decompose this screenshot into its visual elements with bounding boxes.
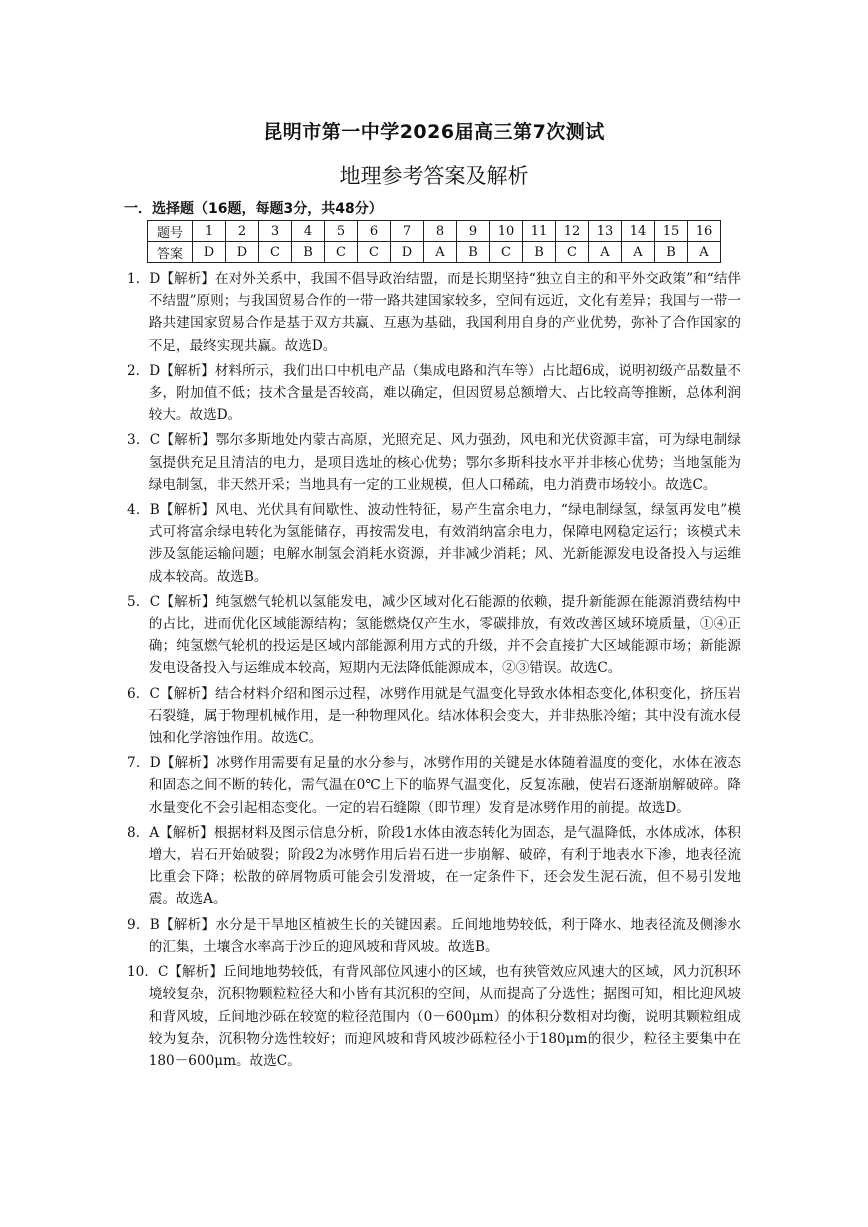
explanation-item: 5．C【解析】纯氢燃气轮机以氢能发电，减少区域对化石能源的依赖，提升新能源在能源消费结构中的占比，进而优化区域能源结构；氢能燃烧仅产生水，零碳排放，有效改善区域环境质量，①④正确；纯氢燃气轮机的投运是区域内部能源利用方式的升级，并不会直接扩大区域能源市场；新能源发电设备投入与运维成本较高，短期内无法降低能源成本，②③错误。故选C。 (127, 593, 741, 677)
exam-title: 昆明市第一中学2026届高三第7次测试 (263, 121, 605, 143)
question-number-cell: 11 (523, 221, 556, 242)
answer-cell: C (556, 242, 589, 263)
question-number-cell: 10 (490, 221, 523, 242)
question-number-row (148, 221, 721, 242)
answer-cell: C (358, 242, 391, 263)
question-number-cell: 4 (292, 221, 325, 242)
explanation-item: 4．B【解析】风电、光伏具有间歇性、波动性特征，易产生富余电力，“绿电制绿氢，绿氢再发电”模式可将富余绿电转化为氢能储存，再按需发电，有效消纳富余电力，保障电网稳定运行；该模式未涉及氢能运输问题；电解水制氢会消耗水资源，并非减少消耗；风、光新能源发电设备投入与运维成本较高。故选B。 (127, 502, 741, 585)
explanation-item: 1．D【解析】在对外关系中，我国不倡导政治结盟，而是长期坚持“独立自主的和平外交政策”和“结伴不结盟”原则；与我国贸易合作的一带一路共建国家较多，空间有远近，文化有差异；我国与一带一路共建国家贸易合作是基于双方共赢、互惠为基础，我国利用自身的产业优势，弥补了合作国家的不足，最终实现共赢。故选D。 (127, 271, 741, 354)
explanation-item: 10．C【解析】丘间地地势较低，有背风部位风速小的区域，也有狭管效应风速大的区域，风力沉积环境较复杂，沉积物颗粒粒径大和小皆有其沉积的空间，从而提高了分选性；据图可知，相比迎风坡和背风坡，丘间地沙砾在较宽的粒径范围内（0－600μm）的体积分数相对均衡，说明其颗粒组成较为复杂，沉积物分选性较好；而迎风坡和背风坡沙砾粒径小于180μm的很少，粒径主要集中在180－600μm。故选C。 (127, 964, 741, 1069)
row-label: 答案 (148, 242, 193, 263)
explanation-item: 7．D【解析】冰劈作用需要有足量的水分参与，冰劈作用的关键是水体随着温度的变化，水体在液态和固态之间不断的转化，需气温在0℃上下的临界气温变化，反复冻融，使岩石逐渐崩解破碎。降水量变化不会引起相态变化。一定的岩石缝隙（即节理）发育是冰劈作用的前提。故选D。 (127, 755, 741, 816)
explanation-item: 6．C【解析】结合材料介绍和图示过程，冰劈作用就是气温变化导致水体相态变化,体积变化，挤压岩石裂缝，属于物理机械作用，是一种物理风化。结冰体积会变大，并非热胀冷缩；其中没有流水侵蚀和化学溶蚀作用。故选C。 (127, 685, 741, 747)
explanation-list (127, 268, 741, 1075)
question-number-cell: 2 (226, 221, 259, 242)
answer-cell: A (622, 242, 655, 263)
answer-cell: C (325, 242, 358, 263)
question-number-cell: 6 (358, 221, 391, 242)
answer-cell: A (688, 242, 721, 263)
answer-cell: C (490, 242, 523, 263)
answer-cell: A (589, 242, 622, 263)
question-number-cell: 16 (688, 221, 721, 242)
question-number-cell: 3 (259, 221, 292, 242)
answer-table (147, 220, 721, 263)
explanation-item: 2．D【解析】材料所示，我们出口中机电产品（集成电路和汽车等）占比超6成，说明初级产品数量不多，附加值不低；技术含量是否较高，难以确定，但因贸易总额增大、占比较高等推断，总体利润较大。故选D。 (127, 362, 741, 424)
explanation-item: 8．A【解析】根据材料及图示信息分析，阶段1水体由液态转化为固态，是气温降低，水体成冰，体积增大，岩石开始破裂；阶段2为冰劈作用后岩石进一步崩解、破碎，有利于地表水下渗，地表径流比重会下降；松散的碎屑物质可能会引发滑坡，在一定条件下，还会发生泥石流，但不易引发地震。故选A。 (127, 824, 741, 908)
question-number-cell: 8 (424, 221, 457, 242)
exam-subtitle: 地理参考答案及解析 (339, 164, 529, 188)
answer-row (148, 242, 721, 263)
answer-cell: A (424, 242, 457, 263)
question-number-cell: 1 (193, 221, 226, 242)
question-number-cell: 14 (622, 221, 655, 242)
explanation-item: 3．C【解析】鄂尔多斯地处内蒙古高原，光照充足、风力强劲，风电和光伏资源丰富，可为绿电制绿氢提供充足且清洁的电力，是项目选址的核心优势；鄂尔多斯科技水平并非核心优势；当地氢能为绿电制氢，非天然开采；当地具有一定的工业规模，但人口稀疏，电力消费市场较小。故选C。 (127, 432, 741, 493)
answer-cell: D (226, 242, 259, 263)
answer-cell: D (391, 242, 424, 263)
answer-cell: B (292, 242, 325, 263)
question-number-cell: 12 (556, 221, 589, 242)
question-number-cell: 9 (457, 221, 490, 242)
answer-cell: B (655, 242, 688, 263)
answer-cell: C (259, 242, 292, 263)
row-label: 题号 (148, 221, 193, 242)
question-number-cell: 13 (589, 221, 622, 242)
explanation-item: 9．B【解析】水分是干旱地区植被生长的关键因素。丘间地地势较低，利于降水、地表径流及侧渗水的汇集，土壤含水率高于沙丘的迎风坡和背风坡。故选B。 (127, 916, 741, 955)
question-number-cell: 5 (325, 221, 358, 242)
question-number-cell: 7 (391, 221, 424, 242)
section-heading: 一．选择题（16题，每题3分，共48分） (124, 201, 383, 217)
answer-cell: B (457, 242, 490, 263)
question-number-cell: 15 (655, 221, 688, 242)
answer-cell: D (193, 242, 226, 263)
answer-cell: B (523, 242, 556, 263)
